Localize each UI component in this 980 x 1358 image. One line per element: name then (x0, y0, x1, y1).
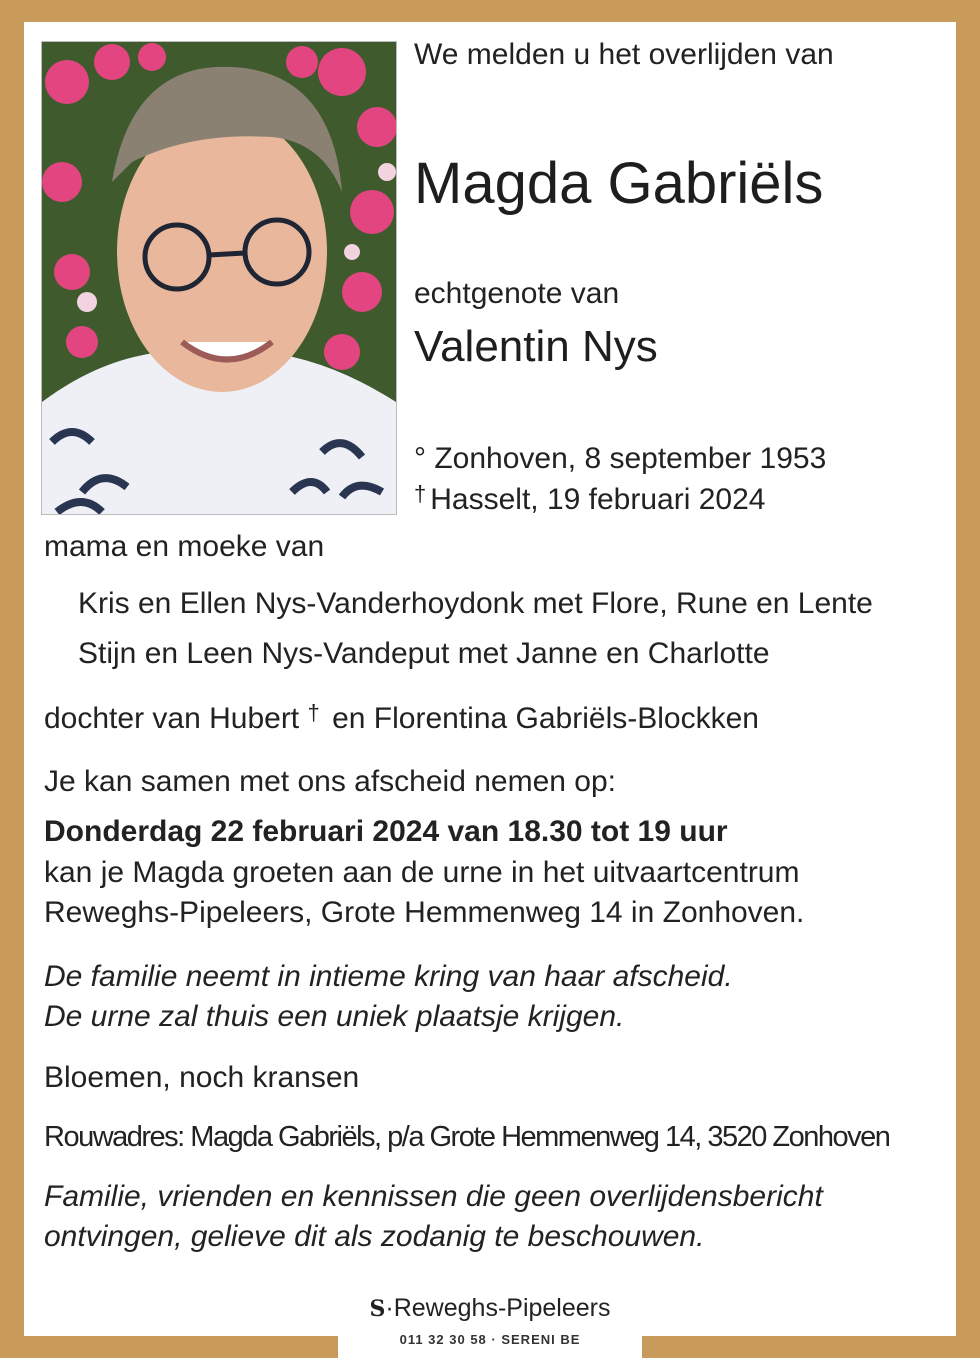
private-note: De familie neemt in intieme kring van haar afscheid. (44, 960, 733, 993)
logo-mark: S (369, 1296, 386, 1322)
mother-of-label: mama en moeke van (44, 530, 325, 563)
child-line: Kris en Ellen Nys-Vanderhoydonk met Flore, Rune en Lente (78, 587, 873, 620)
farewell-intro: Je kan samen met ons afscheid nemen op: (44, 765, 616, 798)
contact-line: 011 32 30 58 · SERENI BE (399, 1332, 581, 1347)
private-note: De urne zal thuis een uniek plaatsje krijgen. (44, 1000, 625, 1033)
closing-note: ontvingen, gelieve dit als zodanig te beschouwen. (44, 1220, 705, 1253)
flowers-note: Bloemen, noch kransen (44, 1061, 360, 1094)
spouse-name: Valentin Nys (414, 322, 658, 371)
company-name: Reweghs-Pipeleers (393, 1294, 611, 1322)
portrait-photo (41, 41, 397, 515)
death-text: Hasselt, 19 februari 2024 (430, 483, 766, 516)
funeral-home-logo (338, 1294, 642, 1323)
closing-note: Familie, vrienden en kennissen die geen overlijdensbericht (44, 1180, 823, 1213)
farewell-place: Reweghs-Pipeleers, Grote Hemmenweg 14 in Zonhoven. (44, 896, 805, 929)
daughter-of-post: en Florentina Gabriëls-Blockken (332, 702, 759, 735)
deceased-name: Magda Gabriëls (414, 151, 824, 216)
death-mark: † (414, 481, 427, 506)
deceased-mark: † (307, 700, 320, 725)
intro-text: We melden u het overlijden van (414, 38, 834, 71)
daughter-of-pre: dochter van Hubert (44, 702, 300, 735)
farewell-place: kan je Magda groeten aan de urne in het uitvaartcentrum (44, 856, 800, 889)
birth-mark: ° (414, 442, 426, 475)
death-line (414, 481, 765, 517)
spouse-label: echtgenote van (414, 277, 620, 310)
birth-line (414, 442, 826, 476)
mourning-address: Rouwadres: Magda Gabriëls, p/a Grote Hemmenweg 14, 3520 Zonhoven (44, 1121, 890, 1153)
birth-text: Zonhoven, 8 september 1953 (434, 442, 827, 475)
farewell-date: Donderdag 22 februari 2024 van 18.30 tot 19 uur (44, 815, 728, 848)
logo-dot: · (385, 1294, 394, 1322)
daughter-of-line (44, 700, 759, 736)
child-line: Stijn en Leen Nys-Vandeput met Janne en Charlotte (78, 637, 770, 670)
